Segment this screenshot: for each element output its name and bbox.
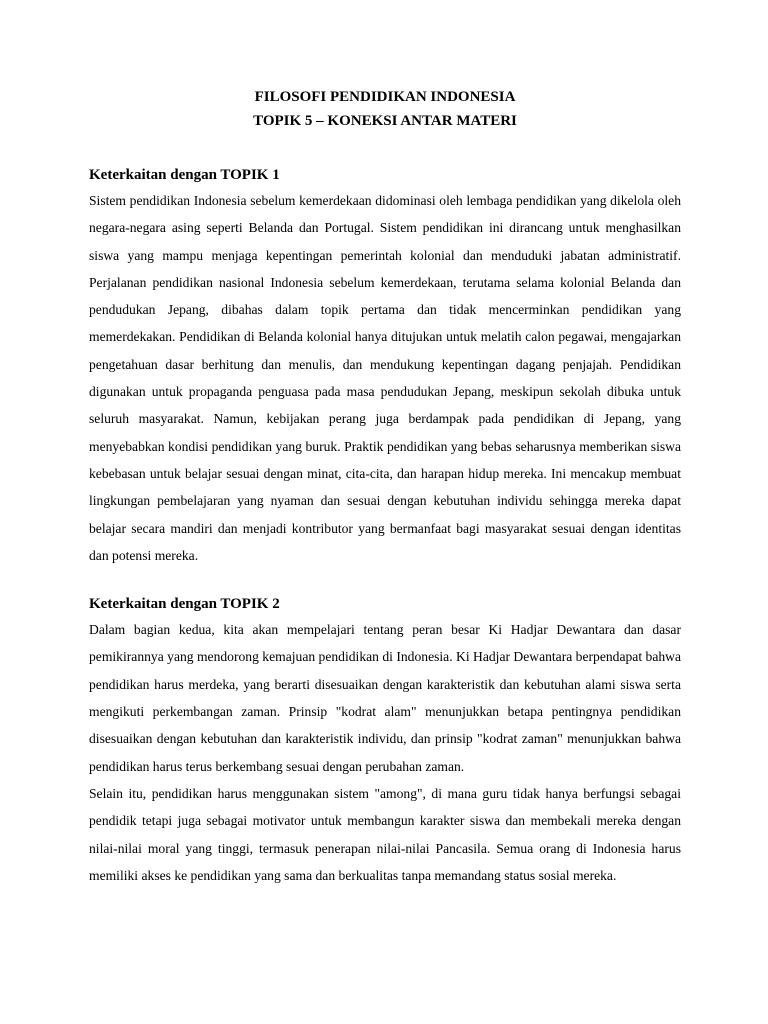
section-paragraph: Selain itu, pendidikan harus menggunakan sistem "among", di mana guru tidak hanya berfungsi sebagai pendidik tetapi juga sebagai motivator untuk membangun karakter siswa dan membekali mereka dengan nilai-nilai moral yang tinggi, termasuk penerapan nilai-nilai Pancasila. Semua orang di Indonesia harus memiliki akses ke pendidikan yang sama dan berkualitas tanpa memandang status sosial mereka. xyxy=(89,785,681,883)
section-heading: Keterkaitan dengan TOPIK 1 xyxy=(89,167,280,183)
spacer xyxy=(89,569,681,592)
section-paragraph: Sistem pendidikan Indonesia sebelum kemerdekaan didominasi oleh lembaga pendidikan yang dikelola oleh negara-negara asing seperti Belanda dan Portugal. Sistem pendidikan ini dirancang untuk menghasilkan siswa yang mampu menjaga kepentingan pemerintah kolonial dan menduduki jabatan administratif. Perjalanan pendidikan nasional Indonesia sebelum kemerdekaan, terutama selama kolonial Belanda dan pendudukan Jepang, dibahas dalam topik pertama dan tidak mencerminkan pendidikan yang memerdekakan. Pendidikan di Belanda kolonial hanya ditujukan untuk melatih calon pegawai, mengajarkan pengetahuan dasar berhitung dan menulis, dan mendukung kepentingan dagang penjajah. Pendidikan digunakan untuk propaganda penguasa pada masa pendudukan Jepang, meskipun sekolah dibuka untuk seluruh masyarakat. Namun, kebijakan perang juga berdampak pada pendidikan di Jepang, yang menyebabkan kondisi pendidikan yang buruk. Praktik pendidikan yang bebas seharusnya memberikan siswa kebebasan untuk belajar sesuai dengan minat, cita-cita, dan harapan hidup mereka. Ini mencakup membuat lingkungan pembelajaran yang nyaman dan sesuai dengan kebutuhan individu sehingga mereka dapat belajar secara mandiri dan menjadi kontributor yang bermanfaat bagi masyarakat sesuai dengan identitas dan potensi mereka. xyxy=(89,193,681,563)
spacer xyxy=(89,133,681,163)
section-paragraph: Dalam bagian kedua, kita akan mempelajari tentang peran besar Ki Hadjar Dewantara dan dasar pemikirannya yang mendorong kemajuan pendidikan di Indonesia. Ki Hadjar Dewantara berpendapat bahwa pendidikan harus merdeka, yang berarti disesuaikan dengan karakteristik dan kebutuhan alami siswa serta mengikuti perkembangan zaman. Prinsip "kodrat alam" menunjukkan betapa pentingnya pendidikan disesuaikan dengan kebutuhan dan karakteristik individu, dan prinsip "kodrat zaman" menunjukkan bahwa pendidikan harus terus berkembang sesuai dengan perubahan zaman. xyxy=(89,622,681,774)
section-heading: Keterkaitan dengan TOPIK 2 xyxy=(89,596,280,613)
document-page xyxy=(89,85,681,889)
section-topik-1 xyxy=(89,163,681,569)
document-title-line-1: FILOSOFI PENDIDIKAN INDONESIA xyxy=(254,89,516,105)
section-topik-2 xyxy=(89,592,681,889)
document-title-line-2: TOPIK 5 – KONEKSI ANTAR MATERI xyxy=(253,113,517,129)
